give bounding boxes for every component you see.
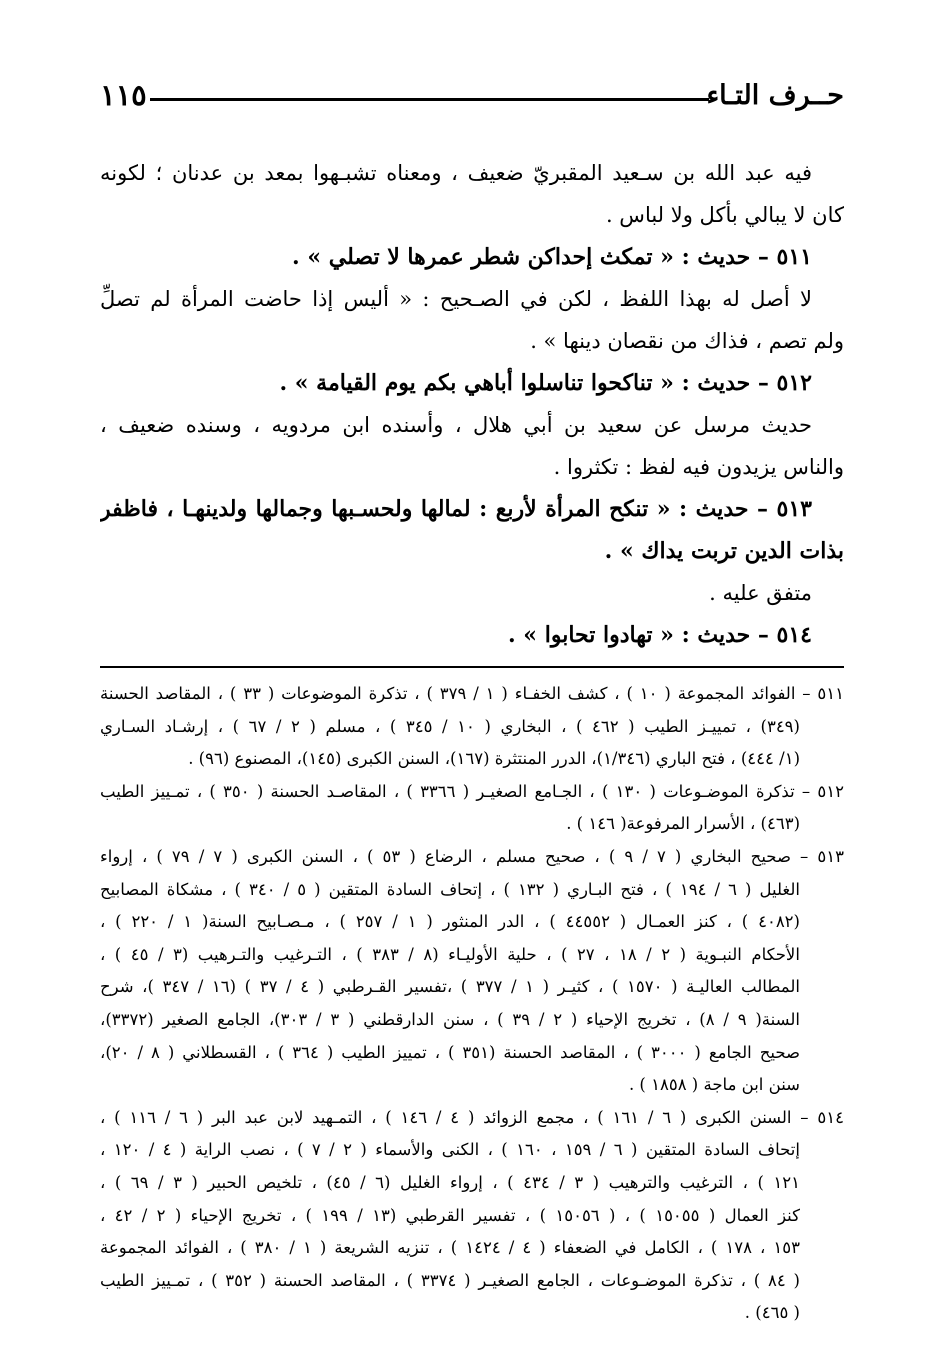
text-line: حديث مرسل عن سعيد بن أبي هلال ، وأسنده ابن مردويه ، وسنده ضعيف ،	[100, 413, 812, 437]
footnote-line: الأحكام النبـوية ( ٢ / ١٨ ، ٢٧ ) ، حلية الأوليـاء (٨ / ٣٨٣ ) ، التـرغيب والتـرهيب (٣ / ٤٥ ) ،	[100, 944, 800, 964]
header-rule	[150, 98, 709, 101]
footnote-line: ٥١١ – الفوائد المجموعة ( ١٠ ) ، كشف الخفـاء ( ١ / ٣٧٩ ) ، تذكرة الموضوعات ( ٣٣ ) ، المقاصد الحسنة	[100, 684, 844, 703]
footnote-line: كنز العمال ( ١٥٠٥٥ ) ، ( ١٥٠٥٦ ) ، تفسير القرطبي (١٣ / ١٩٩ ) ، تخريج الإحياء ( ٢ / ٤٢ ،	[100, 1205, 801, 1225]
footnote-line: ١٢١ ) ، الترغيب والترهيب ( ٣ / ٤٣٤ ) ، إرواء الغليل (٦ / ٤٥) ، تلخيص الحبير ( ٣ / ٦٩ ) ،	[100, 1172, 800, 1192]
text-line: ٥١٤ – حديث : « تهادوا تحابوا » .	[507, 622, 812, 648]
footnote-line: السنة( ٩ / ٨) ، تخريج الإحياء ( ٢ / ٣٩ ) ، سنن الدارقطني ( ٣ / ٣٠٣)، الجامع الصغير (٣٣٧٢)،	[100, 1009, 800, 1029]
text-line: ٥١١ – حديث : « تمكث إحداكن شطر عمرها لا تصلي » .	[292, 244, 812, 270]
footnote-line: ( ٤٦٥) .	[744, 1303, 800, 1323]
footnote-line: ٥١٣ – صحيح البخاري ( ٧ / ٩ ) ، صحيح مسلم ، الرضاع ( ٥٣ ) ، السنن الكبرى ( ٧ / ٧٩ ) ، إرواء	[100, 846, 844, 866]
footnote-line: ٥١٤ – السنن الكبرى ( ٦ / ١٦١ ) ، مجمع الزوائد ( ٤ / ١٤٦ ) ، التمـهيد لابن عبد البر ( ٦ / ١١٦ ) ،	[100, 1107, 844, 1127]
footnote-line: (٤٦٣) ، الأسرار المرفوعة( ١٤٦ ) .	[566, 814, 800, 834]
text-line: متفق عليه .	[709, 581, 812, 605]
page-header	[100, 76, 844, 116]
text-line: بذات الدين تربت يداك » .	[604, 538, 844, 564]
page-number: ١١٥	[100, 78, 147, 112]
footnote-line: المطالب العاليـة ( ١٥٧٠ ) ، كثيـر ( ١ / ٣٧٧ ) ،تفسير القـرطبي ( ٤ / ٣٧ ) (١٦ / ٣٤٧ )، شرح	[100, 977, 800, 997]
footnote-separator	[100, 666, 844, 668]
text-line: والناس يزيدون فيه لفظ : تكثروا .	[553, 455, 844, 479]
text-line: ولم تصم ، فذاك من نقصان دينها » .	[530, 329, 844, 353]
footnote-line: صحيح الجامع ( ٣٠٠٠ ) ، المقاصد الحسنة (٣٥١ ) ، تمييز الطيب ( ٣٦٤ ) ، القسطلاني ( ٨ / ٢٠)،	[100, 1042, 800, 1062]
text-line: فيه عبد الله بن سـعيد المقبريّ ضعيف ، ومعناه تشبـهوا بمعد بن عدنان ؛ لكونه	[100, 161, 812, 185]
running-title: حــرف التـاء	[706, 80, 844, 111]
text-line: كان لا يبالي بأكل ولا لباس .	[605, 203, 844, 227]
footnote-line: ٥١٢ – تذكرة الموضـوعات ( ١٣٠ ) ، الجـامع الصغيـر ( ٣٣٦٦ ) ، المقاصـد الحسنة ( ٣٥٠ ) ، تمـييز الطيب	[100, 781, 844, 801]
footnotes	[100, 678, 844, 1330]
main-text	[100, 152, 844, 656]
footnote-line: إتحاف السادة المتقين ( ٦ / ١٥٩ ، ١٦٠ ) ، الكنى والأسماء ( ٢ / ٧ ) ، نصب الراية ( ٤ / ١٢٠ ،	[100, 1140, 800, 1160]
footnote-line: الغليل ( ٦ / ١٩٤ ) ، فتح البـاري ( ١٣٢ ) ، إتحاف السادة المتقين ( ٥ / ٣٤٠ ) ، مشكاة المصابيح	[100, 879, 800, 899]
text-line: ٥١٢ – حديث : « تناكحوا تناسلوا أباهي بكم يوم القيامة » .	[279, 370, 812, 396]
text-line: لا أصل له بهذا اللفظ ، لكن في الصـحيح : « أليس إذا حاضت المرأة لم تصلِّ	[100, 287, 812, 311]
footnote-line: ١٥٣ ، ١٧٨ ) ، الكامل في الضعفاء ( ٤ / ١٤٢٤ ) ، تنزيه الشريعة ( ١ / ٣٨٠ ) ، الفوائد المجموعة	[100, 1238, 800, 1258]
footnote-line: سنن ابن ماجة ( ١٨٥٨ ) .	[628, 1075, 800, 1095]
footnote-line: (٤٠٨٢ ) ، كنز العمـال ( ٤٤٥٥٢ ) ، الدر المنثور ( ١ / ٢٥٧ ) ، مـصـابيح السنة( ١ / ٢٢٠ ) ،	[100, 912, 800, 932]
text-line: ٥١٣ – حديث : « تنكح المرأة لأربع : لمالها ولحسـبها وجمالها ولدينهـا ، فاظفر	[100, 496, 812, 522]
footnote-line: ( ٨٤ ) ، تذكرة الموضـوعات ، الجامع الصغيـر ( ٣٣٧٤ ) ، المقاصد الحسنة ( ٣٥٢ ) ، تمـييز الطيب	[100, 1270, 800, 1290]
footnote-line: (١/ ٤٤٤) ، فتح الباري (١/٣٤٦)، الدرر المنتثرة (١٦٧)، السنن الكبرى (١٤٥)، المصنوع (٩٦) .	[188, 749, 800, 769]
footnote-line: (٣٤٩) ، تمييـز الطيب ( ٤٦٢ ) ، البخاري ( ١٠ / ٣٤٥ ) ، مسلم ( ٢ / ٦٧ ) ، إرشـاد السـاري	[100, 716, 800, 736]
